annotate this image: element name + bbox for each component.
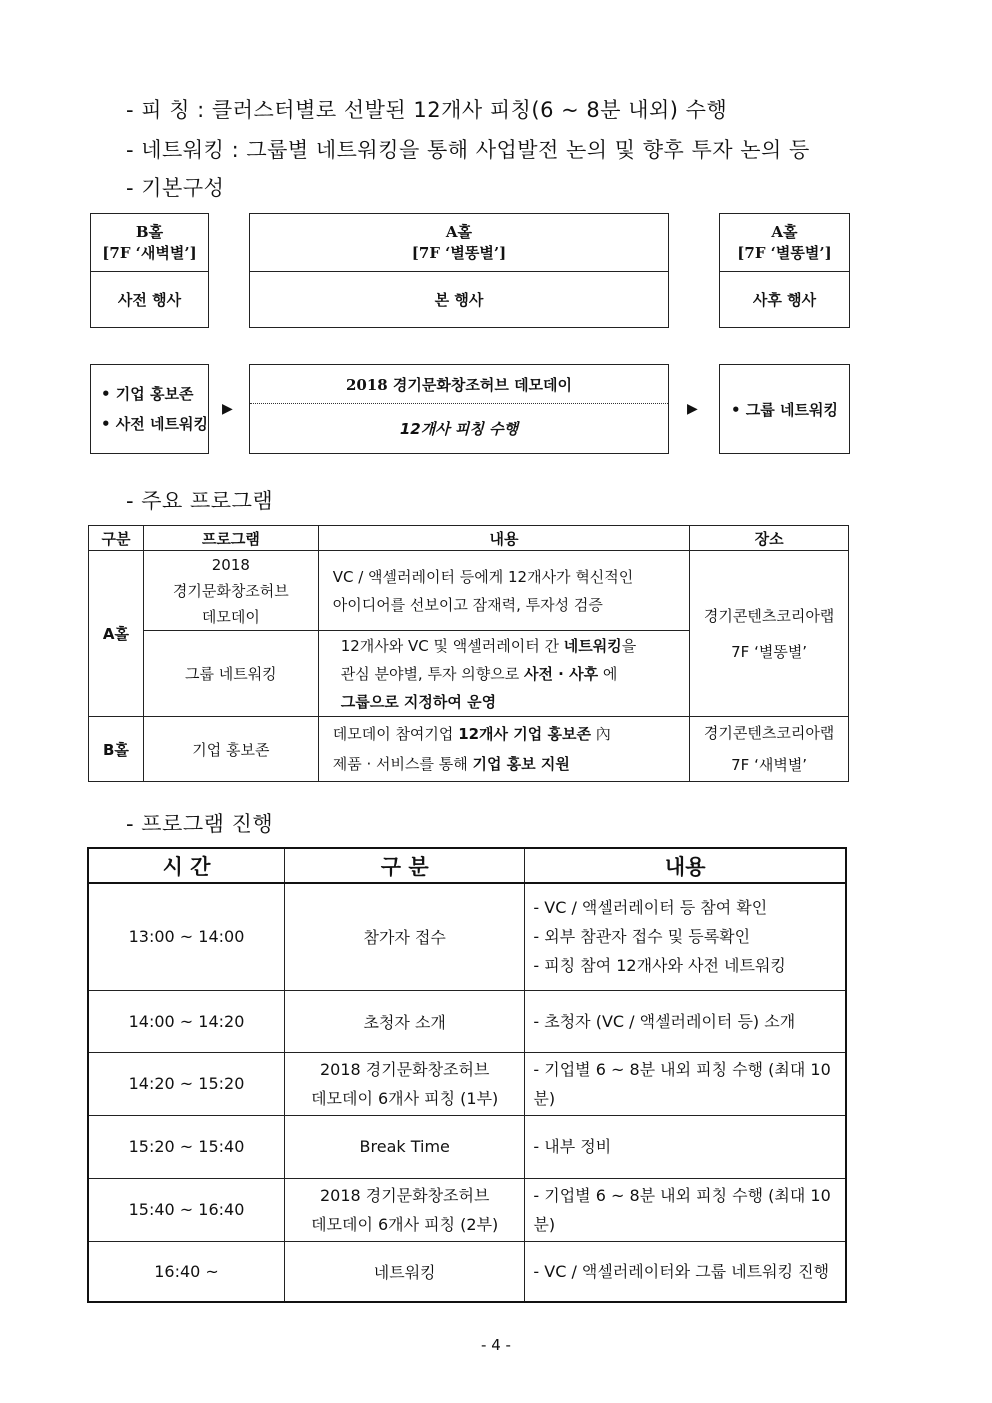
content-line: 그룹으로 지정하여 운영: [340, 692, 497, 711]
hall-name: B홀: [135, 222, 164, 241]
content-text: 관심 분야별, 투자 의향으로: [340, 664, 524, 683]
content-line: 아이디어를 선보이고 잠재력, 투자성 검증: [332, 595, 603, 614]
table-row: [88, 1178, 846, 1241]
table-row: [88, 1115, 846, 1178]
structure-a-hall-post-box: [719, 213, 850, 328]
content-cell: - 기업별 6 ~ 8분 내외 피칭 수행 (최대 10분): [525, 1052, 846, 1115]
content-text: 內: [590, 725, 611, 743]
content-text-bold: 기업 홍보 지원: [472, 755, 570, 773]
table-header-row: [89, 526, 849, 551]
content-text: 제품 · 서비스를 통해: [332, 755, 473, 773]
time-cell: 14:20 ~ 15:20: [88, 1052, 285, 1115]
flow-arrow-right-icon: ▶: [687, 401, 698, 417]
content-line: - 외부 참관자 접수 및 등록확인: [533, 927, 751, 947]
header-place: 장소: [690, 526, 849, 551]
program-line: 경기문화창조허브: [172, 581, 289, 600]
content-text: 에: [598, 664, 618, 683]
table-row: [88, 1241, 846, 1302]
hall-floor: [7F ‘별똥별’]: [411, 243, 507, 262]
header-content: 내용: [525, 848, 846, 883]
schedule-heading: - 프로그램 진행: [126, 812, 274, 836]
programs-heading: - 주요 프로그램: [126, 489, 274, 513]
program-line: 2018: [211, 555, 250, 574]
content-text: 데모데이 참여기업: [332, 725, 459, 743]
content-line: [333, 719, 689, 749]
bullet-basic-structure: - 기본구성: [126, 176, 225, 200]
schedule-table: [87, 847, 847, 1303]
hall-name: A홀: [445, 222, 473, 241]
table-row: [89, 551, 849, 631]
content-cell: - 기업별 6 ~ 8분 내외 피칭 수행 (최대 10분): [525, 1178, 846, 1241]
type-cell: 네트워킹: [285, 1241, 525, 1302]
flow-post-event-box: [719, 364, 850, 454]
flow-main-title: 2018 경기문화창조허브 데모데이: [345, 375, 573, 394]
content-cell: - 내부 정비: [525, 1115, 846, 1178]
time-cell: 15:40 ~ 16:40: [88, 1178, 285, 1241]
content-cell: - 초청자 (VC / 액셀러레이터 등) 소개: [525, 990, 846, 1052]
header-category: 구분: [89, 526, 144, 551]
program-cell: 기업 홍보존: [143, 717, 318, 782]
header-program: 프로그램: [143, 526, 318, 551]
table-row: [89, 717, 849, 782]
hall-event: 사후 행사: [752, 290, 817, 309]
place-line: 7F ‘별똥별’: [731, 642, 808, 661]
program-cell: 그룹 네트워킹: [143, 631, 318, 717]
page-number: - 4 -: [481, 1336, 511, 1354]
program-line: 데모데이: [201, 607, 260, 626]
place-cell: [690, 717, 849, 782]
structure-a-hall-main-box: [249, 213, 669, 328]
type-line: 2018 경기문화창조허브: [319, 1185, 490, 1205]
bullet-networking: - 네트워킹 : 그룹별 네트워킹을 통해 사업발전 논의 및 향후 투자 논의 등: [126, 138, 810, 162]
bullet-pitching: - 피 칭 : 클러스터별로 선발된 12개사 피칭(6 ~ 8분 내외) 수행: [126, 98, 728, 122]
place-line: 경기콘텐츠코리아랩: [703, 606, 835, 625]
place-line: 경기콘텐츠코리아랩: [703, 724, 835, 742]
hall-cell: A홀: [89, 551, 144, 717]
content-line: - 피칭 참여 12개사와 사전 네트워킹: [533, 956, 786, 976]
type-line: 2018 경기문화창조허브: [319, 1059, 490, 1079]
time-cell: 16:40 ~: [88, 1241, 285, 1302]
flow-pre-item-networking: • 사전 네트워킹: [101, 415, 208, 433]
table-header-row: [88, 848, 846, 883]
content-line: [341, 632, 689, 660]
place-cell: [690, 551, 849, 717]
hall-name: A홀: [771, 222, 798, 241]
time-cell: 13:00 ~ 14:00: [88, 883, 285, 990]
content-text: 12개사와 VC 및 액셀러레이터 간: [340, 636, 564, 655]
content-text: 을: [621, 636, 637, 655]
content-text-bold: 네트워킹: [563, 636, 622, 655]
flow-main-event-box: [249, 364, 669, 454]
content-cell: [318, 551, 689, 631]
type-cell: [285, 1178, 525, 1241]
content-cell: [318, 717, 689, 782]
content-line: [341, 660, 689, 688]
time-cell: 14:00 ~ 14:20: [88, 990, 285, 1052]
type-cell: 초청자 소개: [285, 990, 525, 1052]
flow-main-subtitle: 12개사 피칭 수행: [399, 420, 519, 438]
content-cell: - VC / 액셀러레이터와 그룹 네트워킹 진행: [525, 1241, 846, 1302]
content-line: - VC / 액셀러레이터 등 참여 확인: [533, 898, 768, 918]
hall-floor: [7F ‘별똥별’]: [737, 243, 832, 262]
hall-event: 사전 행사: [117, 290, 182, 309]
type-line: 데모데이 6개사 피칭 (2부): [311, 1214, 499, 1234]
structure-b-hall-box: [90, 213, 209, 328]
header-content: 내용: [318, 526, 689, 551]
content-cell: [525, 883, 846, 990]
type-cell: Break Time: [285, 1115, 525, 1178]
flow-post-item-networking: • 그룹 네트워킹: [731, 400, 838, 419]
type-line: 데모데이 6개사 피칭 (1부): [311, 1088, 499, 1108]
table-row: [88, 1052, 846, 1115]
content-line: [333, 749, 689, 779]
hall-event: 본 행사: [434, 290, 484, 309]
header-time: 시 간: [88, 848, 285, 883]
content-text-bold: 12개사 기업 홍보존: [458, 725, 591, 743]
type-cell: 참가자 접수: [285, 883, 525, 990]
flow-pre-item-promo: • 기업 홍보존: [101, 385, 194, 403]
type-cell: [285, 1052, 525, 1115]
place-line: 7F ‘새벽별’: [731, 756, 808, 774]
program-cell: [143, 551, 318, 631]
table-row: [88, 990, 846, 1052]
hall-cell: B홀: [89, 717, 144, 782]
content-text-bold: 사전 · 사후: [523, 664, 599, 683]
flow-pre-event-box: [90, 364, 209, 454]
programs-table: [88, 525, 849, 782]
flow-arrow-right-icon: ▶: [222, 401, 233, 417]
time-cell: 15:20 ~ 15:40: [88, 1115, 285, 1178]
content-line: VC / 액셀러레이터 등에게 12개사가 혁신적인: [332, 567, 634, 586]
header-type: 구 분: [285, 848, 525, 883]
table-row: [88, 883, 846, 990]
hall-floor: [7F ‘새벽별’]: [102, 243, 197, 262]
content-cell: [318, 631, 689, 717]
